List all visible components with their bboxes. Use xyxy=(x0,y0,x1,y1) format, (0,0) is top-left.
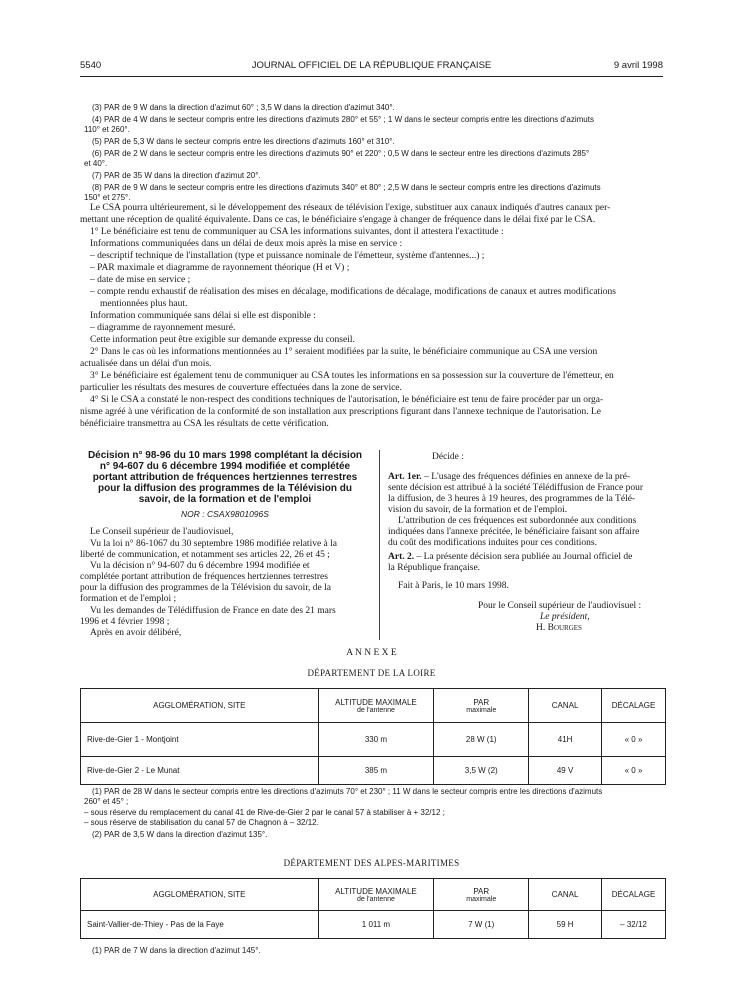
column-separator xyxy=(379,450,380,640)
article-line: la diffusion, de 3 heures à 19 heures, des programmes de la Télé- xyxy=(388,494,636,504)
decision-title-line: savoir, de la formation et de l'emploi xyxy=(138,494,312,505)
table-header-row xyxy=(81,879,666,911)
site-cell: Rive-de-Gier 1 - Montjoint xyxy=(81,723,319,757)
table-header-row xyxy=(81,689,666,723)
signature-role: Le président, xyxy=(540,612,590,622)
nor-reference: NOR : CSAX9801096S xyxy=(181,509,269,519)
site-cell: Saint-Vallier-de-Thiey - Pas de la Faye xyxy=(81,911,319,939)
footnote-line: (8) PAR de 9 W dans le secteur compris entre les directions d'azimuts 340° et 80° ; 2,5 W dans le secteur compris entre les directions d'azimuts xyxy=(92,183,601,192)
footnote-line: 150° et 275°. xyxy=(84,193,131,202)
decide-heading: Décide : xyxy=(432,452,464,462)
body-line: nisme agréé à une vérification de la conformité de son installation aux prescriptions figurant dans l'annexe technique de l'autorisation. Le xyxy=(80,407,601,417)
body-line: 1° Le bénéficiaire est tenu de communiquer au CSA les informations suivantes, dont il attestera l'exactitude : xyxy=(90,227,504,237)
decision-title-line: Décision n° 98-96 du 10 mars 1998 complétant la décision xyxy=(87,450,363,461)
table-note: (1) PAR de 28 W dans le secteur compris entre les directions d'azimuts 70° et 230° ; 11 W dans le secteur compris entre les directions d'azimuts xyxy=(92,787,603,796)
page-header xyxy=(80,60,663,74)
footnote-line: (7) PAR de 35 W dans la direction d'azimut 20°. xyxy=(92,171,261,180)
header-rule xyxy=(80,76,663,77)
decision-recital: Vu la décision n° 94-607 du 6 décembre 1994 modifiée et xyxy=(90,561,310,571)
table-note: (1) PAR de 7 W dans la direction d'azimut 145°. xyxy=(92,946,261,955)
page-number: 5540 xyxy=(80,60,102,71)
decalage-cell: « 0 » xyxy=(602,757,666,785)
decalage-cell: « 0 » xyxy=(602,723,666,757)
loire-table xyxy=(80,688,666,785)
decision-recital: pour la diffusion des programmes de la Télévision du savoir, de la xyxy=(80,583,331,593)
article-2-label: Art. 2. xyxy=(388,552,415,562)
body-line: Cette information peut être exigible sur demande expresse du conseil. xyxy=(90,335,355,345)
footnote-line: (3) PAR de 9 W dans la direction d'azimut 60° ; 3,5 W dans la direction d'azimut 340°. xyxy=(92,103,395,112)
body-line: Le CSA pourra ultérieurement, si le développement des réseaux de télévision l'exige, substituer aux canaux indiqués d'autres canaux per- xyxy=(90,203,611,213)
table-row xyxy=(81,723,666,757)
col-header-site: AGGLOMÉRATION, SITE xyxy=(81,879,319,911)
article-line: L'attribution de ces fréquences est subordonnée aux conditions xyxy=(398,516,637,526)
article-line: sente décision est attribué à la société Télédiffusion de France pour xyxy=(388,483,644,493)
altitude-cell: 1 011 m xyxy=(318,911,434,939)
decision-recital: Vu la loi n° 86-1067 du 30 septembre 1986 modifiée relative à la xyxy=(90,539,337,549)
col-header-site: AGGLOMÉRATION, SITE xyxy=(81,689,319,723)
body-line: Information communiquée sans délai si elle est disponible : xyxy=(90,311,316,321)
table-row xyxy=(81,757,666,785)
issue-date: 9 avril 1998 xyxy=(613,60,663,71)
col-header-decalage: DÉCALAGE xyxy=(602,879,666,911)
decision-recital: Le Conseil supérieur de l'audiovisuel, xyxy=(90,527,234,537)
decalage-cell: – 32/12 xyxy=(602,911,666,939)
site-cell: Rive-de-Gier 2 - Le Munat xyxy=(81,757,319,785)
department-alpes-maritimes: DÉPARTEMENT DES ALPES-MARITIMES xyxy=(283,858,460,868)
col-header-par: PAR maximale xyxy=(434,879,529,911)
footnote-line: (6) PAR de 2 W dans le secteur compris entre les directions d'azimuts 90° et 220° ; 0,5 W dans le secteur entre les directions d'azimuts 285° xyxy=(92,149,590,158)
signature-intro: Pour le Conseil supérieur de l'audiovisuel : xyxy=(478,601,642,611)
article-1-label: Art. 1er. xyxy=(388,472,422,482)
altitude-cell: 330 m xyxy=(318,723,434,757)
footnote-line: et 40°. xyxy=(84,159,108,168)
decision-recital: Vu les demandes de Télédiffusion de France en date des 21 mars xyxy=(90,606,336,616)
body-line: – diagramme de rayonnement mesuré. xyxy=(90,323,236,333)
col-header-canal: CANAL xyxy=(529,689,602,723)
signature-name: H. Bourges xyxy=(536,623,582,633)
col-header-par: PAR maximale xyxy=(434,689,529,723)
decision-title-line: n° 94-607 du 6 décembre 1994 modifiée et complétée xyxy=(99,461,351,472)
altitude-cell: 385 m xyxy=(318,757,434,785)
body-line: 4° Si le CSA a constaté le non-respect des conditions techniques de l'autorisation, le bénéficiaire est tenu de faire procéder par un orga- xyxy=(90,395,604,405)
article-2-text: – La présente décision sera publiée au Journal officiel de xyxy=(416,552,633,562)
department-loire: DÉPARTEMENT DE LA LOIRE xyxy=(307,668,436,678)
body-line: 2° Dans le cas où les informations mentionnées au 1° seraient modifiées par la suite, le bénéficiaire communique au CSA une version xyxy=(90,347,598,357)
decision-recital: complétée portant attribution de fréquences hertziennes terrestres xyxy=(80,572,328,582)
article-line: la République française. xyxy=(388,563,481,573)
table-note: – sous réserve de stabilisation du canal 57 de Chagnon à – 32/12. xyxy=(84,818,319,827)
par-cell: 3,5 W (2) xyxy=(434,757,529,785)
body-line: particulier les résultats des mesures de couverture effectuées dans la zone de service. xyxy=(80,383,402,393)
table-note: (2) PAR de 3,5 W dans la direction d'azimut 135°. xyxy=(92,830,268,839)
body-line: actualisée dans un délai d'un mois. xyxy=(80,359,212,369)
body-line: – compte rendu exhaustif de réalisation des mises en décalage, modifications de décalage, modifications de canaux et autres modifications xyxy=(90,287,617,297)
table-note: – sous réserve du remplacement du canal 41 de Rive-de-Gier 2 par le canal 57 à stabiliser à + 32/12 ; xyxy=(84,808,445,817)
decision-recital: formation et de l'emploi ; xyxy=(80,594,177,604)
article-line: du coût des modifications induites pour ces conditions. xyxy=(388,538,597,548)
decision-recital: 1996 et 4 février 1998 ; xyxy=(80,617,170,627)
col-header-canal: CANAL xyxy=(529,879,602,911)
body-line: Informations communiquées dans un délai de deux mois après la mise en service : xyxy=(90,239,403,249)
footnote-line: (4) PAR de 4 W dans le secteur compris entre les directions d'azimuts 280° et 55° ; 1 W dans le secteur compris entre les directions d'azimuts xyxy=(92,115,594,124)
body-line: mentionnées plus haut. xyxy=(100,299,188,309)
table-row xyxy=(81,911,666,939)
decision-title-line: pour la diffusion des programmes de la Télévision du xyxy=(98,483,352,494)
col-header-altitude: ALTITUDE MAXIMALE de l'antenne xyxy=(318,689,434,723)
decision-recital: liberté de communication, et notamment ses articles 22, 26 et 45 ; xyxy=(80,550,330,560)
table-note: 260° et 45° ; xyxy=(84,797,129,806)
par-cell: 7 W (1) xyxy=(434,911,529,939)
canal-cell: 49 V xyxy=(529,757,602,785)
annexe-title: A N N E X E xyxy=(346,648,397,658)
article-line: vision du savoir, de la formation et de l'emploi. xyxy=(388,505,568,515)
article-1 xyxy=(388,472,630,483)
footnote-line: (5) PAR de 5,3 W dans le secteur compris entre les directions d'azimuts 160° et 310°. xyxy=(92,137,395,146)
decision-recital: Après en avoir délibéré, xyxy=(90,628,182,638)
footnote-line: 110° et 260°. xyxy=(84,125,130,134)
body-line: – descriptif technique de l'installation (type et puissance nominale de l'émetteur, système d'antennes...) ; xyxy=(90,251,485,261)
alpes-maritimes-table xyxy=(80,878,666,939)
body-line: mettant une réception de qualité équivalente. Dans ce cas, le bénéficiaire s'engage à changer de fréquence dans le délai fixé par le CSA. xyxy=(80,215,596,225)
article-2 xyxy=(388,552,632,563)
body-line: – PAR maximale et diagramme de rayonnement théorique (H et V) ; xyxy=(90,263,350,273)
canal-cell: 59 H xyxy=(529,911,602,939)
canal-cell: 41H xyxy=(529,723,602,757)
body-line: 3° Le bénéficiaire est également tenu de communiquer au CSA toutes les informations en sa possession sur la couverture de l'émetteur, en xyxy=(90,371,614,381)
journal-title: JOURNAL OFFICIEL DE LA RÉPUBLIQUE FRANÇAISE xyxy=(251,60,492,71)
place-date: Fait à Paris, le 10 mars 1998. xyxy=(398,581,509,591)
decision-title-line: portant attribution de fréquences hertziennes terrestres xyxy=(92,472,358,483)
article-line: indiquées dans l'annexe précitée, le bénéficiaire faisant son affaire xyxy=(388,527,640,537)
body-line: – date de mise en service ; xyxy=(90,275,191,285)
par-cell: 28 W (1) xyxy=(434,723,529,757)
col-header-decalage: DÉCALAGE xyxy=(602,689,666,723)
col-header-altitude: ALTITUDE MAXIMALE de l'antenne xyxy=(318,879,434,911)
body-line: bénéficiaire transmettra au CSA les résultats de cette vérification. xyxy=(80,419,329,429)
article-1-text: – L'usage des fréquences définies en annexe de la pré- xyxy=(424,472,631,482)
